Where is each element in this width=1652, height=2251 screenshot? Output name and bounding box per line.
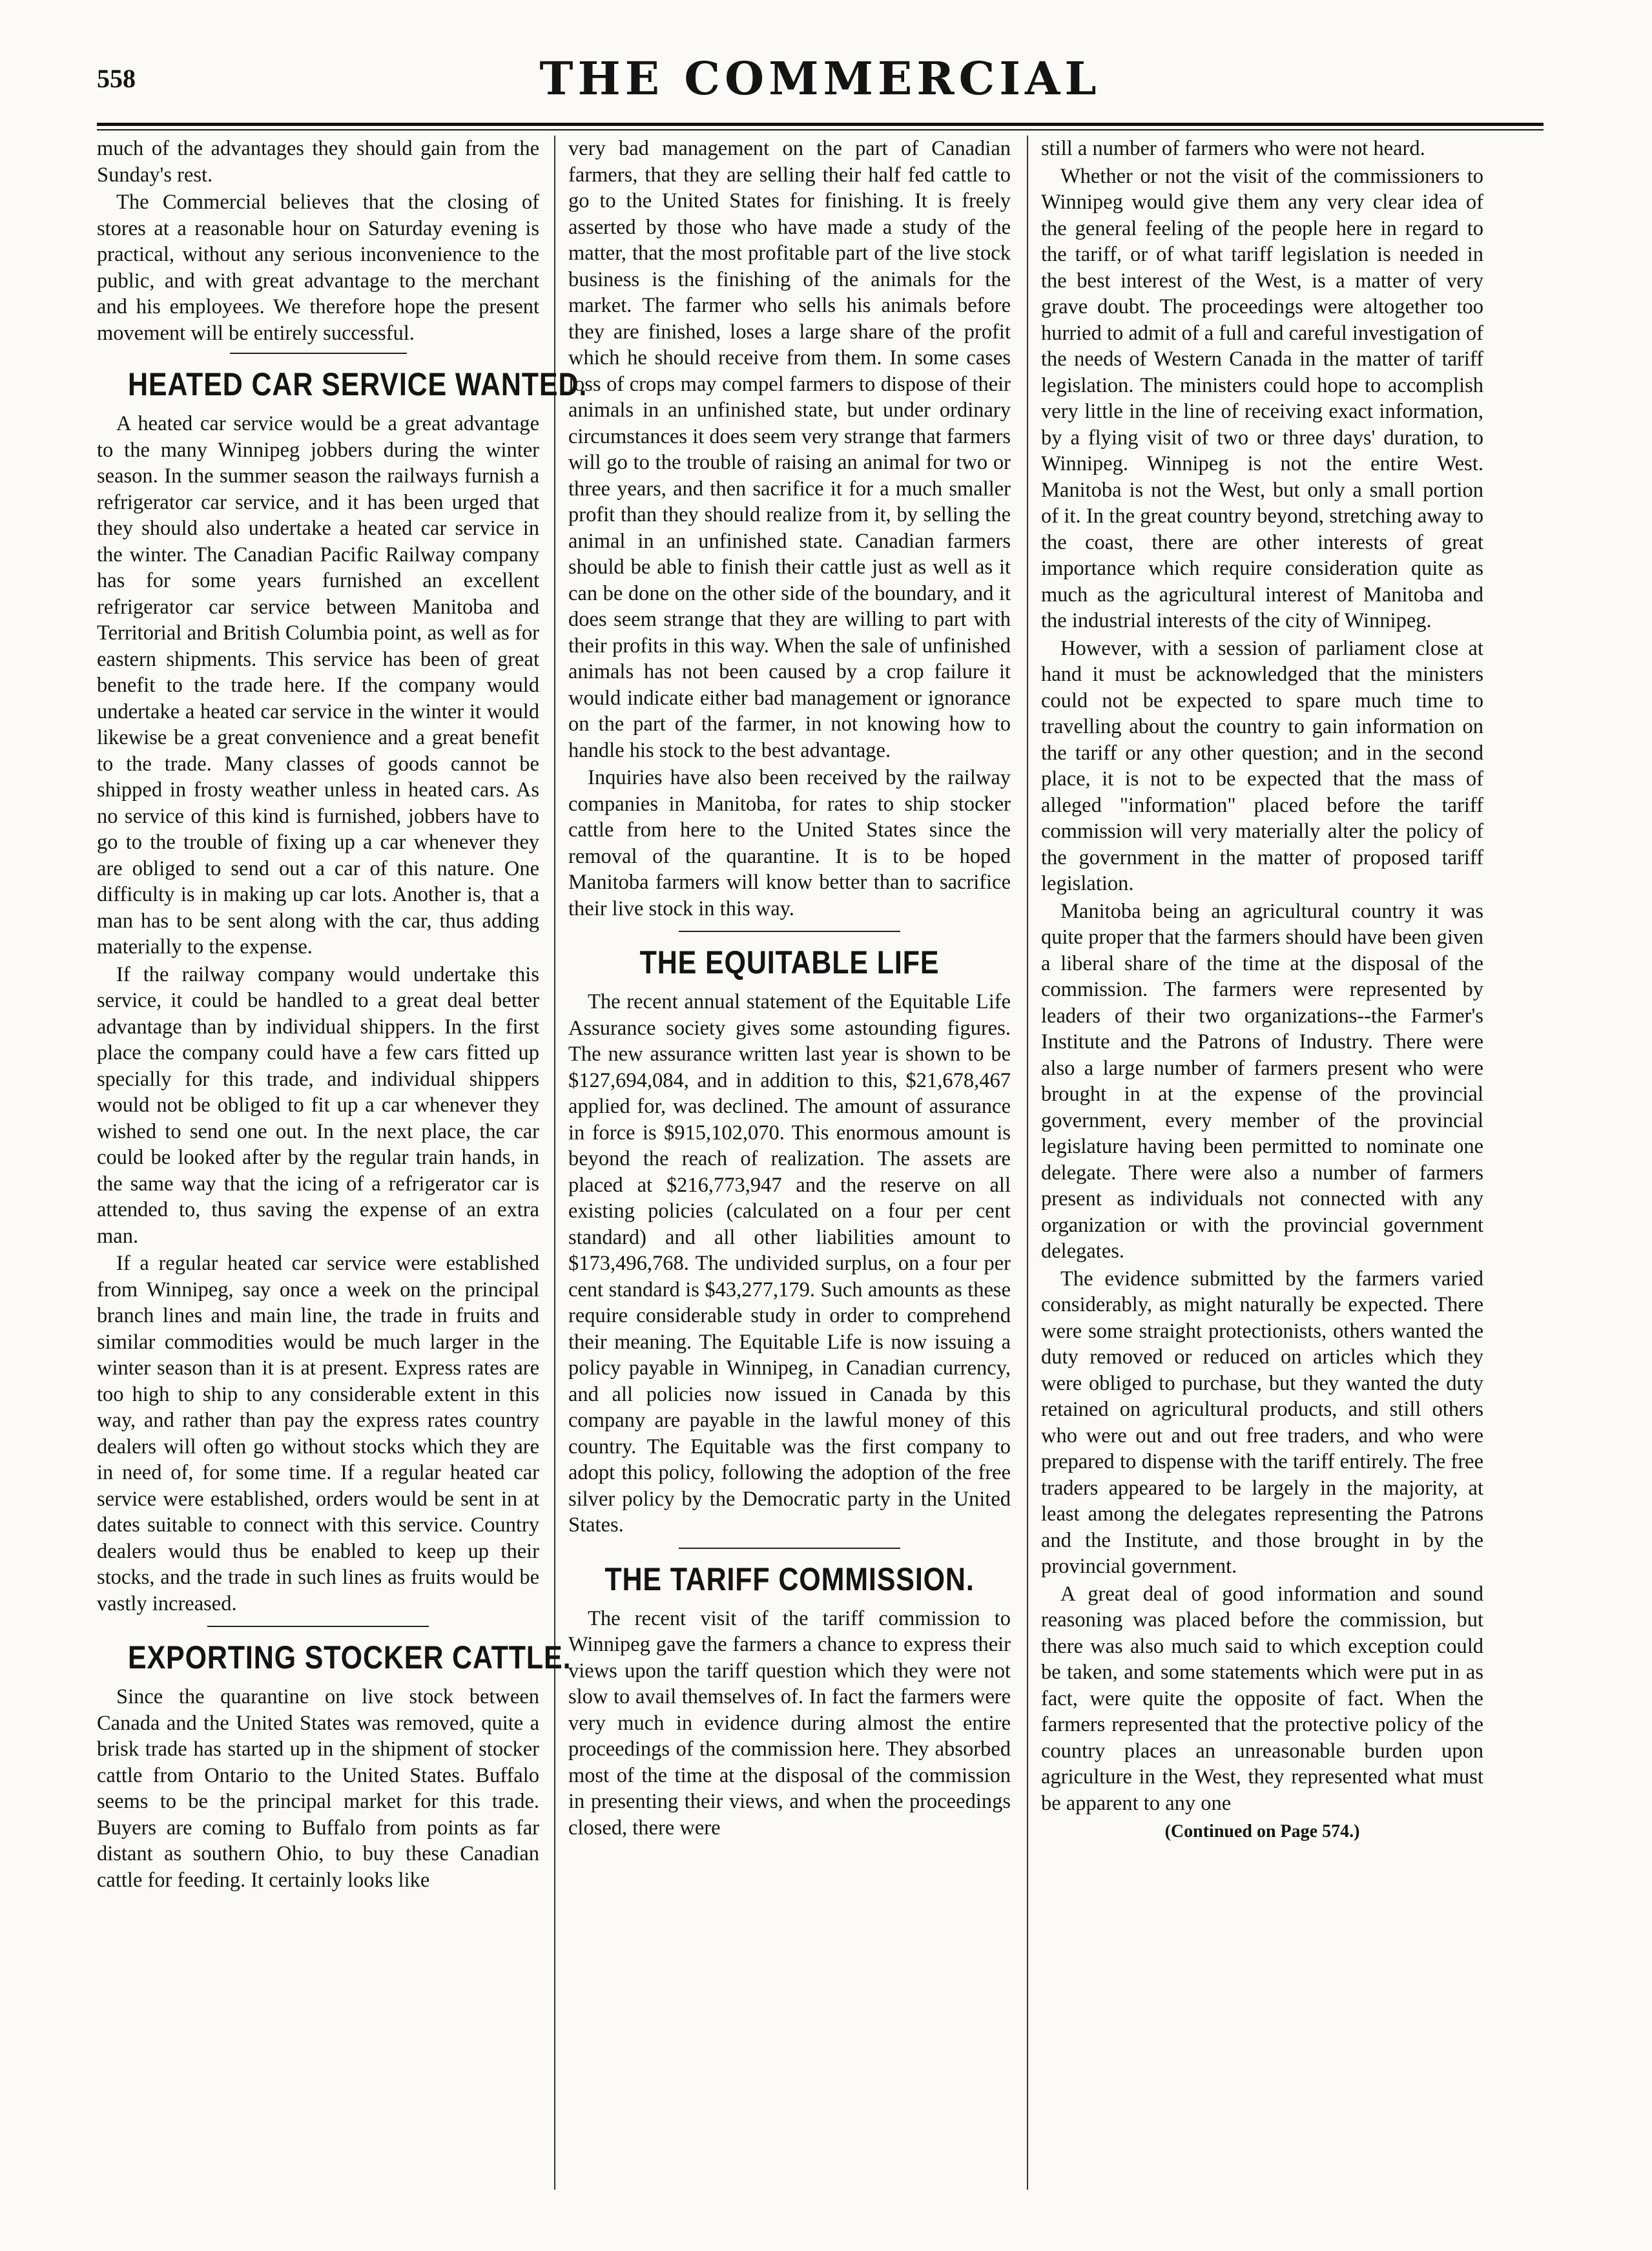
article-paragraph: much of the advantages they should gain from the Sunday's rest.: [97, 137, 539, 187]
article-heading-equitable-life: THE EQUITABLE LIFE: [639, 944, 940, 980]
article-separator: [230, 353, 407, 354]
article-separator: [679, 1548, 900, 1549]
masthead: THE COMMERCIAL: [539, 52, 1101, 105]
page-header: [97, 52, 1544, 123]
article-paragraph: very bad management on the part of Canadian farmers, that they are selling their half fed cattle to go to the United States for finishing. It is freely asserted by those who have made a study of the matter, that the most profitable part of the live stock business is the finishing of the animals for the market. The farmer who sells his animals before they are finished, loses a large share of the profit which he should receive from them. In some cases loss of crops may compel farmers to dispose of their animals in an unfinished state, but under ordinary circumstances it does seem very strange that farmers will go to the trouble of raising an animal for two or three years, and then sacrifice it for a much smaller profit than they should realize from it, by selling the animal in an unfinished state. Canadian farmers should be able to finish their cattle just as well as it can be done on the other side of the boundary, and it does seem strange that they are willing to part with their profits in this way. When the sale of unfinished animals has not been caused by a crop failure it would indicate either bad management or ignorance on the part of the farmer, in not knowing how to handle his stock to the best advantage.: [568, 137, 1011, 762]
article-heading-stocker-cattle: EXPORTING STOCKER CATTLE.: [127, 1639, 572, 1675]
header-rule: [97, 123, 1544, 130]
article-paragraph: Inquiries have also been received by the railway companies in Manitoba, for rates to ship stocker cattle from here to the United States since the removal of the quarantine. It is to be hoped Manitoba farmers will know better than to sacrifice their live stock in this way.: [568, 766, 1011, 920]
article-paragraph: Whether or not the visit of the commissioners to Winnipeg would give them any very clear idea of the general feeling of the people here in regard to the tariff, or of what tariff legislation is needed in the best interest of the West, is a matter of very grave doubt. The proceedings were altogether too hurried to admit of a full and careful investigation of the needs of Western Canada in the matter of tariff legislation. The ministers could hope to accomplish very little in the line of receiving exact information, by a flying visit of two or three days' duration, to Winnipeg. Winnipeg is not the entire West. Manitoba is not the West, but only a small portion of it. In the great country beyond, stretching away to the coast, there are other interests of great importance which require consideration quite as much as the agricultural interest of Manitoba and the industrial interests of the city of Winnipeg.: [1041, 164, 1483, 632]
article-heading-heated-car: HEATED CAR SERVICE WANTED.: [127, 366, 588, 402]
article-separator: [679, 931, 900, 932]
article-paragraph: A great deal of good information and sound reasoning was placed before the commission, but there was also much said to which exception could be taken, and some statements which were put in as fact, were quite the opposite of fact. When the farmers represented that the protective policy of the country places an unreasonable burden upon agriculture in the West, they represented what must be apparent to any one: [1041, 1582, 1483, 1815]
article-paragraph: Since the quarantine on live stock between Canada and the United States was removed, quite a brisk trade has started up in the shipment of stocker cattle from Ontario to the United States. Buffalo seems to be the principal market for this trade. Buyers are coming to Buffalo from points as far distant as southern Ohio, to buy these Canadian cattle for feeding. It certainly looks like: [97, 1685, 539, 1892]
page-number: 558: [97, 64, 136, 93]
article-heading-tariff-commission: THE TARIFF COMMISSION.: [604, 1561, 975, 1597]
article-paragraph: However, with a session of parliament close at hand it must be acknowledged that the ministers could not be expected to spare much time to travelling about the country to gain information on the tariff or any other question; and in the second place, it is not to be expected that the mass of alleged "information" placed before the tariff commission will very materially alter the policy of the government in the matter of proposed tariff legislation.: [1041, 636, 1483, 895]
article-paragraph: still a number of farmers who were not heard.: [1041, 137, 1425, 160]
column-divider-2: [1027, 136, 1028, 2190]
article-paragraph: The Commercial believes that the closing of stores at a reasonable hour on Saturday evening is practical, without any serious inconvenience to the public, and with great advantage to the merchant and his employees. We therefore hope the present movement will be entirely successful.: [97, 191, 539, 345]
article-paragraph: The recent visit of the tariff commission to Winnipeg gave the farmers a chance to express their views upon the tariff question which they were not slow to avail themselves of. In fact the farmers were very much in evidence during almost the entire proceedings of the commission here. They absorbed most of the time at the disposal of the commission in presenting their views, and when the proceedings closed, there were: [568, 1606, 1011, 1840]
article-paragraph: A heated car service would be a great advantage to the many Winnipeg jobbers during the winter season. In the summer season the railways furnish a refrigerator car service, and it has been urged that they should also undertake a heated car service in the winter. The Canadian Pacific Railway company has for some years furnished an excellent refrigerator car service between Manitoba and Territorial and British Columbia point, as well as for eastern shipments. This service has been of great benefit to the trade here. If the company would undertake a heated car service in the winter it would likewise be a great convenience and a great benefit to the trade. Many classes of goods cannot be shipped in frosty weather unless in heated cars. As no service of this kind is furnished, jobbers have to go to the trouble of fixing up a car whenever they are obliged to send out a car of this nature. One difficulty is in making up car lots. Another is, that a man has to be sent along with the car, thus adding materially to the expense.: [97, 412, 539, 959]
column-3: [1041, 136, 1483, 1845]
continued-note: (Continued on Page 574.): [1164, 1821, 1360, 1841]
article-paragraph: If the railway company would undertake this service, it could be handled to a great deal better advantage than by individual shippers. In the first place the company could have a few cars fitted up specially for this trade, and individual shippers would not be obliged to fit up a car whenever they wished to send one out. In the next place, the car could be looked after by the regular train hands, in the same way that the icing of a refrigerator car is attended to, thus saving the expense of an extra man.: [97, 962, 539, 1248]
article-paragraph: The recent annual statement of the Equitable Life Assurance society gives some astounding figures. The new assurance written last year is shown to be $127,694,084, and in addition to this, $21,678,467 applied for, was declined. The amount of assurance in force is $915,102,070. This enormous amount is beyond the reach of realization. The assets are placed at $216,773,947 and the reserve on all existing policies (calculated on a four per cent standard) and all other liabilities amount to $173,496,768. The undivided surplus, on a four per cent standard is $43,277,179. Such amounts as these require considerable study in order to comprehend their meaning. The Equitable Life is now issuing a policy payable in Winnipeg, in Canadian currency, and all policies now issued in Canada by this company are payable in the lawful money of this country. The Equitable was the first company to adopt this policy, following the adoption of the free silver policy by the Democratic party in the United States.: [568, 990, 1011, 1537]
column-2: [568, 136, 1011, 1842]
article-separator: [207, 1626, 429, 1627]
column-divider-1: [554, 136, 555, 2190]
column-1: [97, 136, 588, 1894]
article-paragraph: If a regular heated car service were established from Winnipeg, say once a week on the principal branch lines and main line, the trade in fruits and similar commodities would be much larger in the winter season than it is at present. Express rates are too high to ship to any considerable extent in this way, and rather than pay the express rates country dealers will often go without stocks which they are in need of, for some time. If a regular heated car service were established, orders would be sent in at dates suitable to connect with this service. Country dealers would thus be enabled to keep up their stocks, and the trade in such lines as fruits would be vastly increased.: [97, 1252, 539, 1615]
article-paragraph: The evidence submitted by the farmers varied considerably, as might naturally be expected. There were some straight protectionists, others wanted the duty removed or reduced on articles which they were obliged to purchase, but they wanted the duty retained on agricultural products, and still others who were out and out free traders, and who were prepared to dispense with the tariff entirely. The free traders appeared to be largely in the majority, at least among the delegates representing the Patrons and the Institute, and those brought in by the provincial government.: [1041, 1267, 1483, 1578]
article-paragraph: Manitoba being an agricultural country it was quite proper that the farmers should have been given a liberal share of the time at the disposal of the commission. The farmers were represented by leaders of their two organizations--the Farmer's Institute and the Patrons of Industry. There were also a large number of farmers present who were brought in at the expense of the provincial government, every member of the provincial legislature having been permitted to nominate one delegate. There were also a number of farmers present as individuals not connected with any organization or with the provincial government delegates.: [1041, 899, 1483, 1263]
